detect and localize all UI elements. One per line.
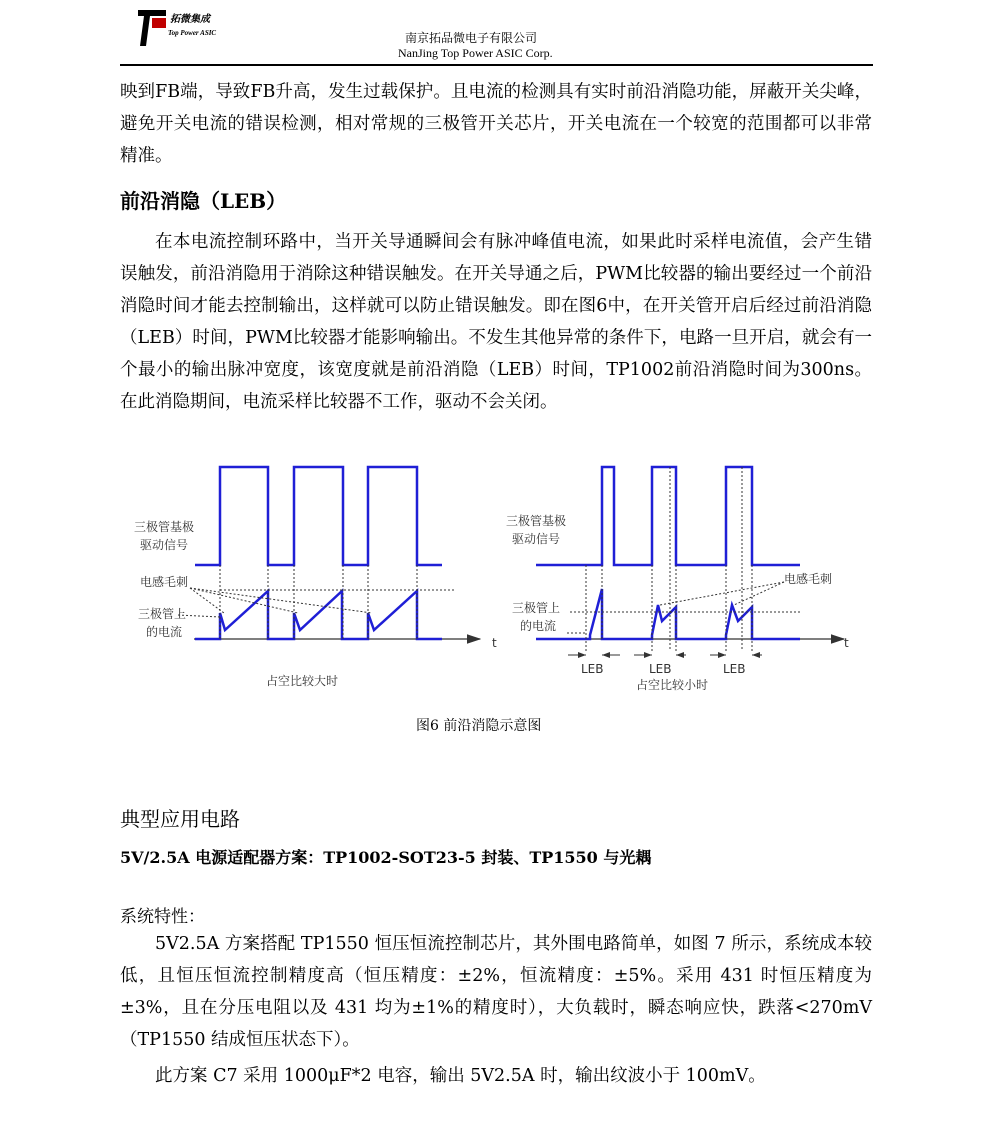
logo-cn-text: 拓微集成 bbox=[170, 14, 210, 25]
app-section-title: 典型应用电路 bbox=[120, 807, 240, 831]
left-axis-t: t bbox=[492, 636, 497, 650]
left-current-waveform bbox=[195, 591, 442, 639]
left-spike-label: 电感毛刺 bbox=[140, 575, 189, 589]
right-spike-label: 电感毛刺 bbox=[784, 572, 833, 586]
page-header bbox=[0, 0, 991, 70]
left-current-label-2: 的电流 bbox=[146, 625, 183, 639]
leb-section-paragraph: 在本电流控制环路中，当开关导通瞬间会有脉冲峰值电流，如果此时采样电流值，会产生错误触发，前沿消隐用于消除这种错误触发。在开关导通之后，PWM比较器的输出要经过一个前沿消隐时间才能去控制输出，这样就可以防止错误触发。即在图6中，在开关管开启后经过前沿消隐（LEB）时间，PWM比较器才能影响输出。不发生其他异常的条件下，电路一旦开启，就会有一个最小的输出脉冲宽度，该宽度就是前沿消隐（LEB）时间，TP1002前沿消隐时间为300ns。在此消隐期间，电流采样比较器不工作，驱动不会关闭。 bbox=[120, 232, 872, 412]
right-leb-label-2: LEB bbox=[649, 662, 672, 676]
right-axis-t: t bbox=[844, 636, 849, 650]
right-drive-signal bbox=[536, 467, 800, 565]
right-drive-label-1: 三极管基极 bbox=[506, 514, 567, 528]
right-caption: 占空比较小时 bbox=[636, 678, 709, 692]
leb-section-title: 前沿消隐（LEB） bbox=[120, 189, 287, 213]
figure-leb-diagram bbox=[120, 455, 872, 705]
company-logo bbox=[136, 8, 256, 50]
right-current-waveform bbox=[536, 589, 800, 639]
left-drive-signal bbox=[195, 467, 442, 565]
right-drive-label-2: 驱动信号 bbox=[512, 532, 561, 546]
left-drive-label-1: 三极管基极 bbox=[134, 520, 195, 534]
left-drive-label-2: 驱动信号 bbox=[140, 538, 189, 552]
company-name-cn: 南京拓品微电子有限公司 bbox=[405, 31, 538, 45]
left-panel bbox=[134, 467, 497, 688]
figure-caption: 图6 前沿消隐示意图 bbox=[416, 718, 542, 734]
header-divider bbox=[120, 64, 873, 66]
logo-en-text: Top Power ASIC bbox=[168, 29, 217, 37]
right-current-label-1: 三极管上 bbox=[512, 601, 561, 615]
right-leb-label-1: LEB bbox=[581, 662, 604, 676]
app-section-subtitle: 5V/2.5A 电源适配器方案：TP1002-SOT23-5 封装、TP1550 与光耦 bbox=[120, 848, 652, 867]
app-paragraph-2: 此方案 C7 采用 1000μF*2 电容，输出 5V2.5A 时，输出纹波小于 100mV。 bbox=[155, 1066, 766, 1086]
right-current-label-2: 的电流 bbox=[520, 619, 557, 633]
features-label: 系统特性： bbox=[120, 907, 205, 927]
app-paragraph-1: 5V2.5A 方案搭配 TP1550 恒压恒流控制芯片，其外围电路简单，如图 7 所示，系统成本较低，且恒压恒流控制精度高（恒压精度：±2%，恒流精度：±5%。采用 431 时恒压精度为±3%，且在分压电阻以及 431 均为±1%的精度时），大负载时，瞬态响应快，跌落<270mV（TP1550 结成恒压状态下）。 bbox=[120, 934, 872, 1050]
left-caption: 占空比较大时 bbox=[266, 674, 339, 688]
intro-paragraph: 映到FB端，导致FB升高，发生过载保护。且电流的检测具有实时前沿消隐功能，屏蔽开关尖峰，避免开关电流的错误检测，相对常规的三极管开关芯片，开关电流在一个较宽的范围都可以非常精准。 bbox=[120, 82, 872, 166]
right-panel bbox=[506, 467, 849, 692]
left-current-label-1: 三极管上 bbox=[138, 607, 187, 621]
right-leb-label-3: LEB bbox=[723, 662, 746, 676]
company-name-en: NanJing Top Power ASIC Corp. bbox=[398, 46, 553, 60]
